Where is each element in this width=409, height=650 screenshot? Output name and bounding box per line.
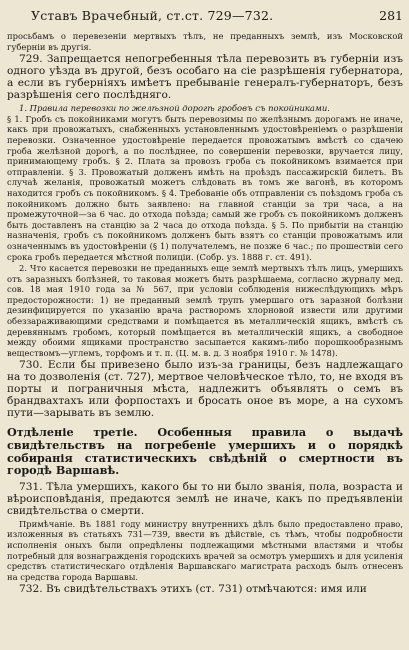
page-number: 281 xyxy=(379,8,403,23)
section-heading: Отдѣленіе третіе. Особенныя правила о выдачѣ свидѣтельствъ на погребеніе умершихъ и о порядкѣ собиранія статистическихъ свѣдѣній о смертности въ городѣ Варшавѣ. xyxy=(7,425,403,478)
rules-heading: 1. Правила перевозки по желѣзной дорогѣ гробовъ съ покойниками. xyxy=(19,103,330,114)
note-paragraph-2: 2. Что касается перевозки не преданныхъ еще землѣ мертвыхъ тѣлъ лицъ, умершихъ отъ заразныхъ болѣзней, то таковая можетъ быть разрѣшаема, согласно журналу мед. сов. 18 мая 1910 года за № 567, при условіи соблюденія нижеслѣдующихъ мѣръ предосторожности: 1) не преданный землѣ трупъ умершаго отъ заразной болѣзни дезинфицируется по указанію врача растворомъ хлорновой извести или другими обеззараживающими средствами и помѣщается въ металлическій ящикъ, вмѣстѣ съ деревяннымъ гробомъ, который помѣщается въ металлическій ящикъ, а свободное между обоими ящиками пространство засыпается какимъ-либо порошкообразнымъ веществомъ—углемъ, торфомъ и т. п. (Ц. м. в. д. 3 ноября 1910 г. № 1478). xyxy=(7,263,403,358)
article-732: 732. Въ свидѣтельствахъ этихъ (ст. 731) отмѣчаются: имя или xyxy=(19,583,367,596)
continuation-paragraph: просьбамъ о перевезеніи мертвыхъ тѣлъ, не преданныхъ землѣ, изъ Московской губерніи въ другія. xyxy=(7,31,403,52)
running-title: Уставъ Врачебный, ст.ст. 729—732. xyxy=(31,8,274,23)
article-731: 731. Тѣла умершихъ, какого бы то ни было званія, пола, возраста и вѣроисповѣданія, предаются землѣ не иначе, какъ по предъявленіи свидѣтельства о смерти. xyxy=(7,480,403,517)
rules-paragraph: § 1. Гробъ съ покойниками могутъ быть перевозимы по желѣзнымъ дорогамъ не иначе, какъ при провожатыхъ, снабженныхъ установленнымъ удостовѣреніемъ о разрѣшеніи перевозки. Означенное удостовѣреніе передается провожатымъ вмѣстѣ со сдачею гроба желѣзной дорогѣ, а по послѣднее, по совершеніи перевозки, вручается лицу, принимающему гробъ. § 2. Плата за провозъ гроба съ покойникомъ взимается при отправленіи. § 3. Провожатый долженъ имѣть на проѣздъ пассажирскій билетъ. Въ случаѣ желанія, провожатый можетъ слѣдовать въ томъ же вагонѣ, въ которомъ находится гробъ съ покойникомъ. § 4. Требованіе объ отправленіи съ поѣздомъ гроба съ покойникомъ должно быть заявлено: на главной станціи за три часа, а на промежуточной—за 6 час. до отхода поѣзда; самый же гробъ съ покойникомъ долженъ быть доставленъ на станцію за 2 часа до отхода поѣзда. § 5. По прибытіи на станцію назначенія, гробъ съ покойникомъ долженъ быть взятъ со станціи провожатымъ или означеннымъ въ удостовѣреніи (§ 1) получателемъ, не позже 6 час.; по прошествіи сего срока гробъ передается мѣстной полиціи. (Собр. уз. 1888 г. ст. 491). xyxy=(7,113,403,262)
article-729: 729. Запрещается непогребенныя тѣла перевозить въ губерніи изъ одного уѣзда въ другой, безъ особаго на сіе разрѣшенія губернатора, а если въ губерніяхъ имѣетъ пребываніе генералъ-губернаторъ, безъ разрѣшенія сего послѣдняго. xyxy=(7,53,403,102)
page-header xyxy=(7,0,403,30)
article-730: 730. Если бы привезено было изъ-за границы, безъ надлежащаго на то дозволенія (ст. 727), мертвое человѣческое тѣло, то, не входя въ порты и пограничныя мѣста, надлежитъ объявлять о семъ въ брандвахтахъ или форпостахъ и бросать оное въ море, а на сухомъ пути—зарывать въ землю. xyxy=(7,359,403,420)
remark-paragraph: Примѣчаніе. Въ 1881 году министру внутреннихъ дѣлъ было предоставлено право, изложенныя въ статьяхъ 731—739, ввести въ дѣйствіе, съ тѣмъ, чтобы подробности исполненія оныхъ были опредѣлены подлежащими мѣстными властями и чтобы потребный для вознагражденія городскихъ врачей за осмотръ умершихъ и для усиленія средствъ статистическаго отдѣленія Варшавскаго магистрата расходъ былъ отнесенъ на средства города Варшавы. xyxy=(7,518,403,582)
